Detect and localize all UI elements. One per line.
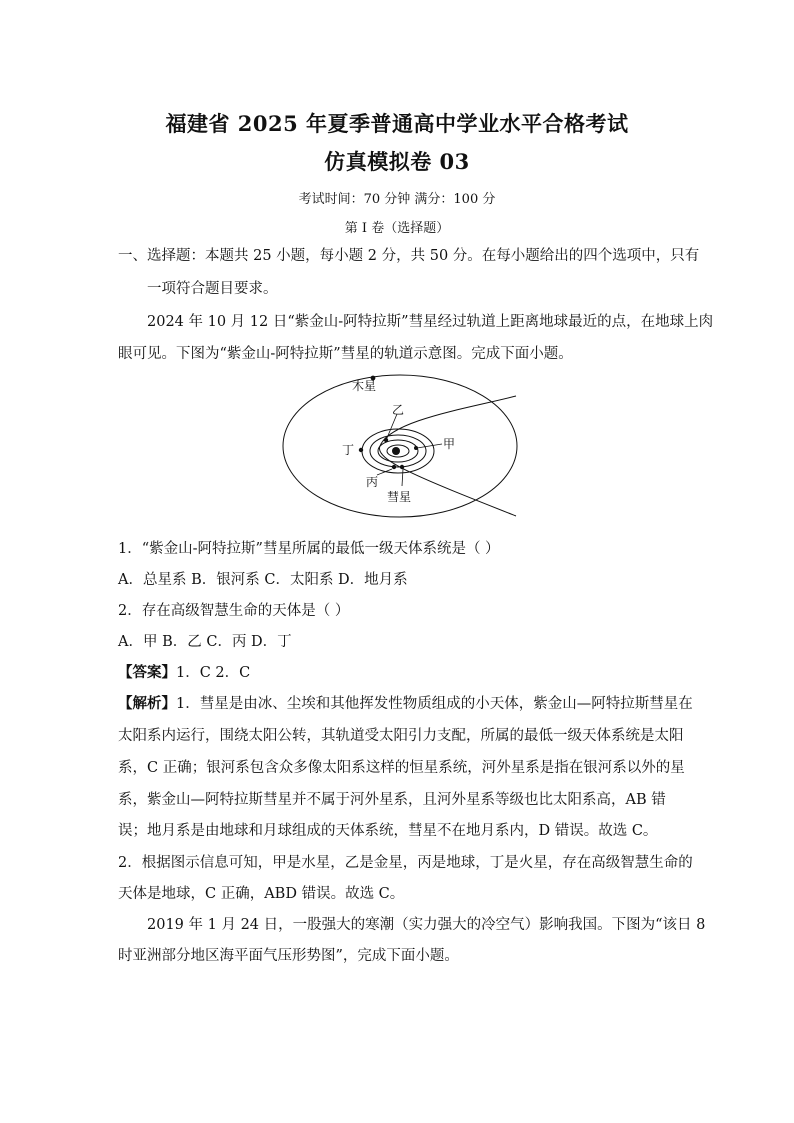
answer-label: 【答案】: [118, 664, 176, 681]
analysis-label: 【解析】: [118, 695, 176, 712]
question-1-options: A．总星系 B．银河系 C．太阳系 D．地月系: [118, 572, 408, 588]
question-1-stem: 1．“紫金山-阿特拉斯”彗星所属的最低一级天体系统是（ ）: [118, 541, 500, 557]
comet-dot: [400, 465, 404, 469]
analysis-line-6: 2．根据图示信息可知，甲是水星，乙是金星，丙是地球，丁是火星，存在高级智慧生命的: [118, 855, 693, 871]
analysis-line-4: 系，紫金山—阿特拉斯彗星并不属于河外星系，且河外星系等级也比太阳系高，AB 错: [118, 792, 666, 808]
page-subtitle: 仿真模拟卷 03: [324, 149, 470, 174]
ding-dot: [359, 448, 363, 452]
analysis-line-3: 系，C 正确；银河系包含众多像太阳系这样的恒星系统，河外星系是指在银河系以外的星: [118, 760, 685, 776]
label-jupiter: 木星: [352, 379, 377, 393]
label-comet: 彗星: [387, 490, 412, 504]
question-2-options: A．甲 B．乙 C．丙 D．丁: [118, 634, 292, 650]
analysis-line-5: 误；地月系是由地球和月球组成的天体系统，彗星不在地月系内，D 错误。故选 C。: [118, 823, 658, 839]
question-stem-2-line-2: 时亚洲部分地区海平面气压形势图”，完成下面小题。: [118, 948, 459, 964]
volume-heading: 第 I 卷（选择题）: [344, 221, 450, 236]
label-jia: 甲: [443, 437, 456, 451]
label-ding: 丁: [342, 443, 355, 457]
yi-dot: [384, 438, 388, 442]
question-stem-1-line-1: 2024 年 10 月 12 日“紫金山-阿特拉斯”彗星经过轨道上距离地球最近的点，在地球上肉: [147, 314, 714, 330]
question-2-stem: 2．存在高级智慧生命的天体是（ ）: [118, 603, 350, 619]
comet-leader: [402, 469, 403, 486]
analysis-line-7: 天体是地球，C 正确，ABD 错误。故选 C。: [118, 886, 405, 902]
sun: [392, 447, 400, 455]
yi-leader: [387, 414, 397, 438]
exam-info: 考试时间：70 分钟 满分：100 分: [298, 192, 496, 207]
section-instruction-line-1: 一、选择题：本题共 25 小题，每小题 2 分，共 50 分。在每小题给出的四个选项中，只有: [118, 248, 700, 264]
bing-dot: [392, 465, 396, 469]
analysis-line-1: [118, 694, 693, 714]
analysis-line-2: 太阳系内运行，围绕太阳公转，其轨道受太阳引力支配，所属的最低一级天体系统是太阳: [118, 728, 684, 744]
page-title: 福建省 2025 年夏季普通高中学业水平合格考试: [165, 111, 629, 136]
question-stem-2-line-1: 2019 年 1 月 24 日，一股强大的寒潮（实力强大的冷空气）影响我国。下图为“该日 8: [147, 917, 706, 933]
answer-text: 1．C 2．C: [176, 665, 251, 681]
label-bing: 丙: [366, 475, 379, 489]
jia-leader: [417, 444, 442, 448]
question-stem-1-line-2: 眼可见。下图为“紫金山-阿特拉斯”彗星的轨道示意图。完成下面小题。: [118, 346, 573, 362]
section-instruction-line-2: 一项符合题目要求。: [147, 281, 278, 297]
analysis-text-1: 1．彗星是由冰、尘埃和其他挥发性物质组成的小天体，紫金山—阿特拉斯彗星在: [176, 696, 693, 712]
label-yi: 乙: [392, 403, 405, 417]
comet-orbit-diagram: [270, 368, 530, 518]
answer-line: [118, 663, 250, 683]
